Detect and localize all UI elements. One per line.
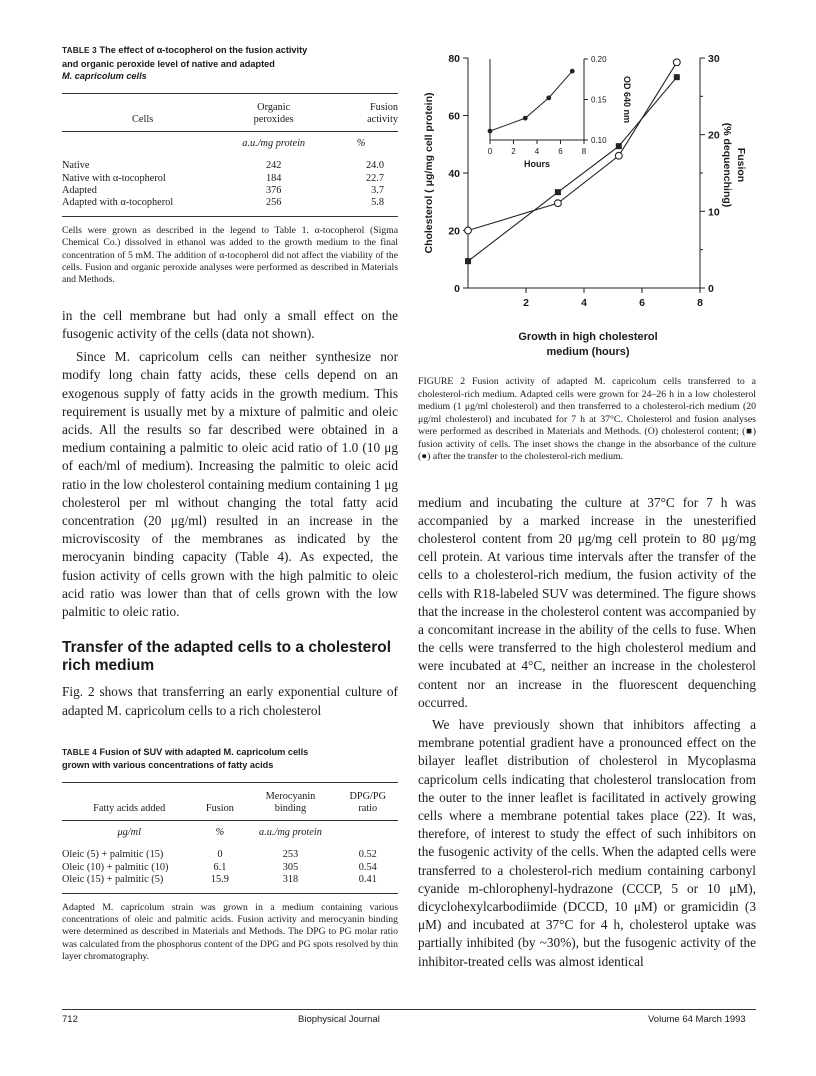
table3-col-cells: Cells [132,114,154,126]
footer-rule [62,1009,756,1010]
cholesterol-point [555,200,562,207]
figure2-caption: FIGURE 2 Fusion activity of adapted M. capricolum cells transferred to a cholesterol-rich medium. Adapted cells were grown for 24–26 h in a low cholesterol medium (1 μg/ml cholesterol) and then transferred to a cholesterol-rich medium (20 μg/ml cholesterol) and incubated for 7 h at 37°C. Cholesterol and fusion analyses were performed as described in Materials and Methods. (O) cholesterol content; (■) fusion activity of cells. The inset shows the change in the absorbance of the culture (●) after the transfer to the cholesterol-rich medium. [418,376,756,462]
figure2-chart [418,44,756,364]
paragraph: Since M. capricolum cells can neither synthesize nor modify long chain fatty acids, these cells depend on an exogenous supply of fatty acids in the growth medium. This requirement is usually met by a mixture of palmitic and oleic acids. All the results so far described were obtained in a medium containing a palmitic to oleic acid ratio of 1.0 (10 μg of each/ml of medium). Increasing the palmitic to oleic acid ratio in the low cholesterol containing medium containing 1 μg cholesterol per ml without changing the total fatty acid concentration (20 μg/ml) resulted in an increase in the microviscosity of the membranes as indicated by the merocyanin binding capacity (Table 4). As expected, the fusion activity of cells grown with the high palmitic to oleic acid ratio was lower than that of cells grown with the low palmitic to oleic ratio. [62,349,398,620]
volume-info: Volume 64 March 1993 [648,1014,746,1025]
table4-footnote: Adapted M. capricolum strain was grown in a medium containing various concentrations of oleic and palmitic acids. Fusion activity and merocyanin binding were determined as described in Materials and Methods. The DPG to PG molar ratio was calculated from the phosphorus content of the DPG and PG spots resolved by thin layer chromatography. [62,901,398,963]
table-row: Oleic (10) + palmitic (10) 6.1 305 0.54 [62,861,377,873]
page-number: 712 [62,1014,78,1025]
y-tick-label-right: 20 [708,129,720,142]
absorbance-point [488,129,493,134]
y-axis-label-right-unit: (% dequenching) [721,122,733,208]
y-tick-label-right: 0 [708,283,714,295]
table4-caption: TABLE 4 Fusion of SUV with adapted M. capricolum cells grown with various concentrations of fatty acids [62,746,309,771]
table-row: Adapted with α-tocopherol 256 5.8 [62,197,398,216]
y-axis-label-left: Cholesterol ( μg/mg cell protein) [423,92,435,254]
table4-col-fusion: Fusion [205,803,234,815]
journal-name: Biophysical Journal [298,1014,380,1025]
x-tick-label: 2 [523,297,529,309]
main-axes [423,53,747,358]
y-tick-label-left: 40 [448,168,460,180]
fusion-point [616,143,622,149]
x-axis-label-line2: medium (hours) [546,346,630,358]
inset-x-tick-label: 0 [487,147,493,156]
table4-header [62,782,398,820]
absorbance-point [546,95,551,100]
left-column [62,44,398,964]
fusion-point [674,74,680,80]
table-row: Adapted 376 3.7 [62,185,384,196]
table4-col-ratio: DPG/PG ratio [349,790,387,815]
table3-footnote: Cells were grown as described in the legend to Table 1. α-tocopherol (Sigma Chemical Co.) dissolved in ethanol was added to the growth medium to the final concentration of 5 mM. The addition of α-tocopherol did not affect the viability of the cells. Fusion and organic peroxide analyses were performed as described in Materials and Methods. [62,224,398,286]
table3: Cells Organic peroxides Fusion activity a.u./mg protein % Native 242 24.0 Native with α-tocopherol 184 22.7 Adapted 376 3.7 Adapted with α-tocopherol 256 5.8 [62,93,398,217]
x-tick-label: 4 [581,297,587,309]
table-row: Native with α-tocopherol 184 22.7 [62,172,384,184]
x-axis-label: Growth in high cholesterol [518,331,658,343]
inset-x-tick-label: 4 [534,147,540,156]
inset-y-tick-label: 0.10 [591,136,607,145]
section-heading: Transfer of the adapted cells to a cholesterol rich medium [62,639,392,675]
table3-caption: TABLE 3 The effect of α-tocopherol on the fusion activity and organic peroxide level of native and adapted M. capricolum cells [62,45,308,82]
main-series [465,59,681,264]
figure2 [418,44,756,364]
cholesterol-point [615,152,622,159]
paragraph: in the cell membrane but had only a small effect on the fusogenic activity of the cells (data not shown). [62,307,398,342]
inset-y-tick-label: 0.15 [591,95,607,105]
cholesterol-point [673,59,680,66]
cholesterol-point [465,227,472,234]
x-tick-label: 6 [639,297,645,309]
fusion-point [465,258,471,264]
x-tick-label: 8 [697,297,703,309]
table4-col-merocyanin: Merocyanin binding [265,790,316,815]
y-tick-label-right: 10 [708,206,720,219]
fusion-point [555,189,561,195]
y-tick-label-left: 80 [448,53,460,65]
right-column [418,44,756,971]
series-line-0 [468,62,677,230]
y-tick-label-left: 0 [454,283,460,295]
inset-y-axis-label: OD 640 nm [622,75,632,124]
table-row: Oleic (15) + palmitic (5) 15.9 318 0.41 [62,874,398,893]
inset-x-axis-label: Hours [523,159,551,169]
inset-series-line [490,71,572,131]
y-tick-label-right: 30 [708,53,720,65]
table3-col-peroxides: Organic peroxides [253,101,294,126]
y-tick-label-left: 60 [448,110,460,123]
paragraph: We have previously shown that inhibitors affecting a membrane potential gradient have a pronounced effect on the bilayer leaflet distribution of cholesterol in Mycoplasma capricolum cells indicating that cholesterol translocation from the outer to the inner leaflet is facilitated in actively growing cells where a membrane potential takes place (22). It was, therefore, of interest to study the effect of such inhibitors on the fusogenic activity of the cells. When the adapted cells were transferred to a cholesterol-rich medium containing carbonyl cyanide m-chlorophenyl-hydrazone (CCCP, 5 or 10 μM), dicyclohexylcarbodiimide (DCCD, 10 μM) or gramicidin (3 μM) and incubated at 37°C for 4 h, cholesterol uptake was partially inhibited (by ~30%), but the fusogenic activity of the inhibitor-treated cells was almost identical [418,716,756,969]
y-tick-label-left: 20 [448,225,460,238]
table3-header [62,93,398,131]
inset-y-tick-label: 0.20 [591,55,607,64]
inset-x-tick-label: 8 [581,147,587,156]
table4: Fatty acids added Fusion Merocyanin binding DPG/PG ratio μg/ml % a.u./mg protein Oleic (5) + palmitic (15) 0 253 0.52 Oleic (10) + palmitic (10) 6.1 305 0.54 Oleic (15) + palmitic (5) 15.9 318 0.41 [62,782,398,894]
table3-col-fusion: Fusion activity [367,101,398,126]
paragraph: medium and incubating the culture at 37°C for 7 h was accompanied by a marked increase in the unesterified cholesterol content from 20 μg/mg cell protein to 80 μg/mg cell protein. At various time intervals after the transfer of the cells to a cholesterol-rich medium, the fusion activity of the cells with R18-labeled SUV was determined. The figure shows that the increase in the cholesterol content was accompanied by a concomitant increase in the ability of the cells to fuse. When the cells were transferred to the high cholesterol medium and were incubated at 4°C, neither an increase in the cholesterol content nor an increase in the fluorescent dequenching occurred. [418,494,756,710]
absorbance-point [523,116,528,121]
absorbance-point [570,69,575,74]
series-line-1 [468,77,677,261]
y-axis-label-right: Fusion [735,147,747,183]
table-row: Native 242 24.0 [62,160,384,172]
inset-x-tick-label: 6 [558,147,563,156]
paragraph: Fig. 2 shows that transferring an early exponential culture of adapted M. capricolum cells to a rich cholesterol [62,684,398,718]
table4-col-fatty: Fatty acids added [93,803,166,815]
inset-x-tick-label: 2 [511,147,516,156]
table-row: Oleic (5) + palmitic (15) 0 253 0.52 [62,849,377,861]
